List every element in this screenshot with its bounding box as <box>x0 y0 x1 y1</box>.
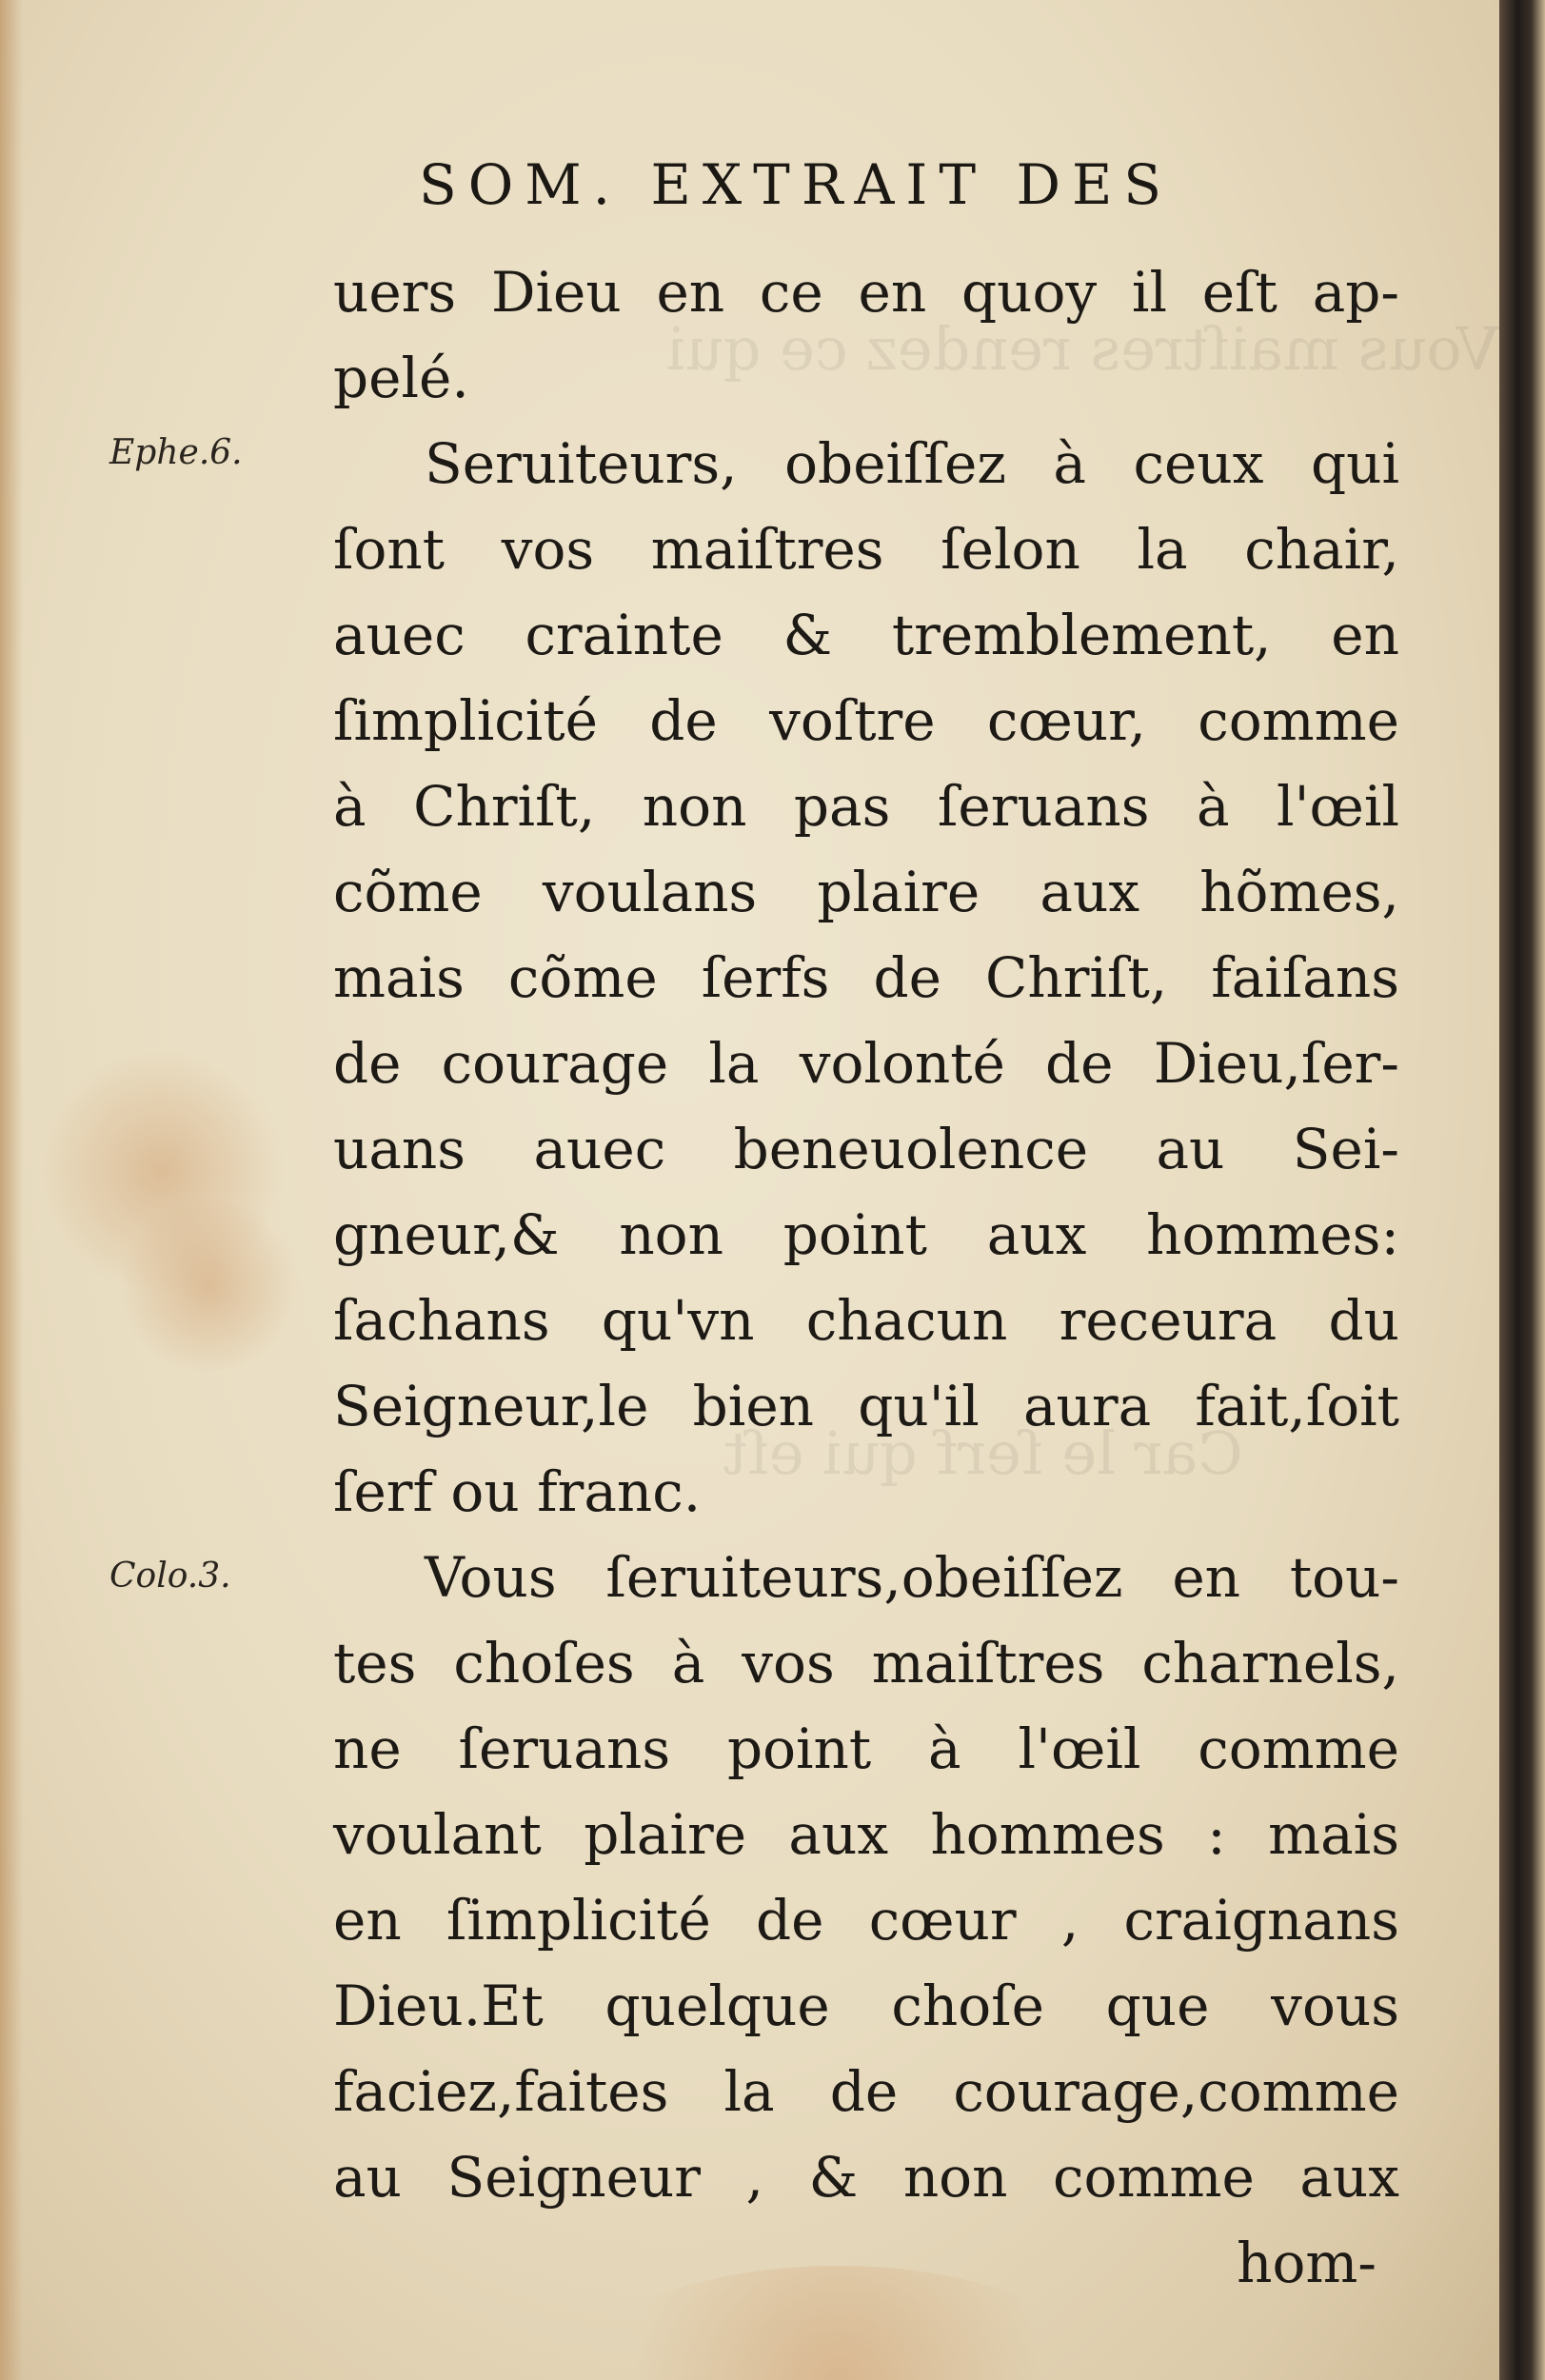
text-line: en ſimplicité de cœur , craignans <box>333 1888 1399 1953</box>
show-through-text: Vous maiſtres rendez ce qui <box>666 314 1499 384</box>
text-line: ſont vos maiſtres ſelon la chair, <box>333 517 1399 582</box>
text-line: cõme voulans plaire aux hõmes, <box>333 860 1399 924</box>
text-line: Vous ſeruiteurs,obeiſſez en tou- <box>425 1545 1399 1610</box>
text-line: tes choſes à vos maiſtres charnels, <box>333 1631 1399 1696</box>
text-line: Dieu.Et quelque choſe que vous <box>333 1973 1399 2038</box>
text-line: ſachans qu'vn chacun receura du <box>333 1288 1399 1353</box>
text-line: à Chriſt, non pas ſeruans à l'œil <box>333 774 1399 839</box>
page-edge-shadow <box>0 0 23 2380</box>
text-line: ne ſeruans point à l'œil comme <box>333 1716 1399 1781</box>
catchword: hom- <box>1237 2231 1377 2295</box>
text-line: faciez,faites la de courage,comme <box>333 2059 1399 2124</box>
foxing-stain <box>114 1200 305 1371</box>
running-title: SOM. EXTRAIT DES <box>419 152 1174 217</box>
marginal-note-ephesians: Ephe.6. <box>109 433 243 472</box>
text-line: voulant plaire aux hommes : mais <box>333 1802 1399 1867</box>
text-line: gneur,& non point aux hommes: <box>333 1202 1399 1267</box>
text-line: mais cõme ſerfs de Chriſt, faiſans <box>333 945 1399 1010</box>
text-line: uans auec beneuolence au Sei- <box>333 1117 1399 1181</box>
text-line: auec crainte & tremblement, en <box>333 603 1399 667</box>
show-through-text: Car le ſerf qui eſt <box>723 1418 1243 1488</box>
text-line: Seigneur,le bien qu'il aura fait,ſoit <box>333 1374 1399 1438</box>
text-line: de courage la volonté de Dieu,ſer- <box>333 1031 1399 1096</box>
marginal-note-colossians: Colo.3. <box>109 1557 231 1596</box>
body-text <box>333 249 1399 2306</box>
text-line: au Seigneur , & non comme aux <box>333 2145 1399 2210</box>
text-line: ſerf ou franc. <box>333 1459 702 1524</box>
book-gutter <box>1499 0 1545 2380</box>
text-line: Seruiteurs, obeiſſez à ceux qui <box>425 431 1399 496</box>
text-line: pelé. <box>333 346 469 410</box>
text-line: ſimplicité de voſtre cœur, comme <box>333 688 1399 753</box>
text-line: uers Dieu en ce en quoy il eſt ap- <box>333 260 1399 325</box>
